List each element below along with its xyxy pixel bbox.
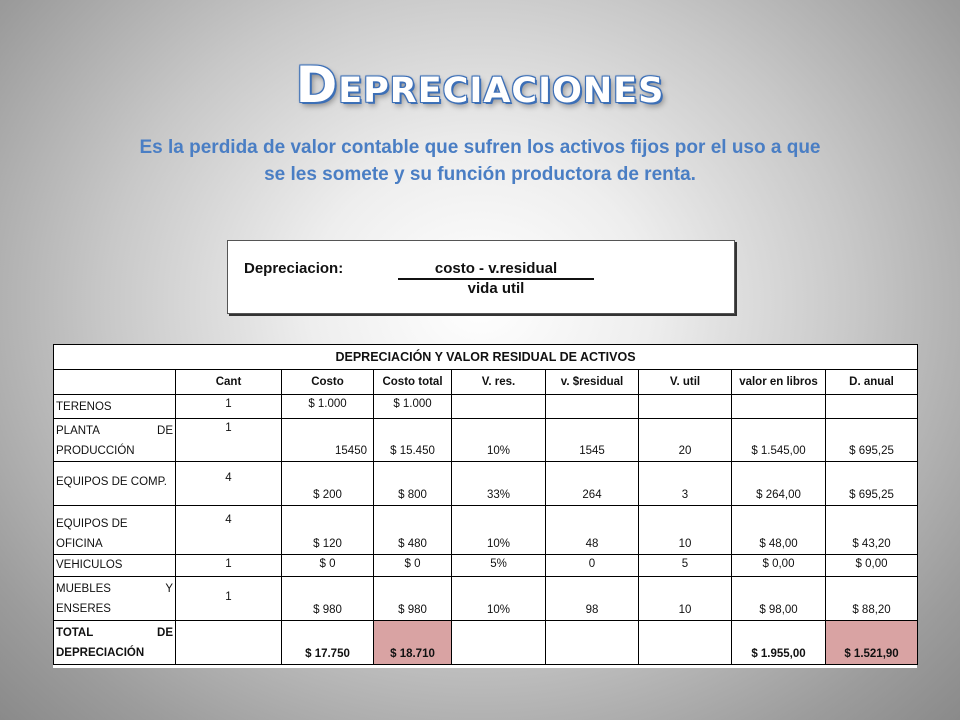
table-row (54, 462, 918, 506)
asset-name-part: DE (157, 425, 173, 437)
table-header-row (54, 370, 918, 395)
total-d-anual: $ 1.521,90 (826, 621, 918, 665)
cell-v-util: 3 (639, 462, 732, 506)
total-valor-libros: $ 1.955,00 (732, 621, 826, 665)
cell-v-res: 10% (452, 506, 546, 555)
total-empty (546, 621, 639, 665)
formula-label: Depreciacion: (244, 260, 344, 277)
definition-text: Es la perdida de valor contable que sufren los activos fijos por el uso a que se les somete y su función productora de renta. (139, 137, 821, 185)
header-cell (54, 370, 176, 395)
cell-v-res: 33% (452, 462, 546, 506)
cell-v-residual: 1545 (546, 419, 639, 462)
cell-valor-libros: $ 98,00 (732, 577, 826, 621)
cell-costo: $ 120 (282, 506, 374, 555)
cell-v-util (639, 395, 732, 419)
cell-valor-libros: $ 1.545,00 (732, 419, 826, 462)
total-label-part: DEPRECIACIÓN (56, 647, 145, 659)
table-row (54, 506, 918, 555)
header-cell: Costo (282, 370, 374, 395)
cell-v-res: 5% (452, 555, 546, 577)
asset-name-part: MUEBLES (56, 583, 111, 595)
cell-cant: 4 (176, 462, 282, 506)
total-costo-total: $ 18.710 (374, 621, 452, 665)
asset-name (54, 577, 176, 621)
total-cant-empty (176, 621, 282, 665)
asset-name-part: ENSERES (56, 603, 111, 615)
table-caption: DEPRECIACIÓN Y VALOR RESIDUAL DE ACTIVOS (54, 345, 918, 370)
cell-v-residual: 48 (546, 506, 639, 555)
cell-cant: 1 (176, 419, 282, 462)
cell-costo: 15450 (282, 419, 374, 462)
cell-valor-libros: $ 48,00 (732, 506, 826, 555)
asset-name-part: Y (165, 583, 173, 595)
cell-costo-total: $ 0 (374, 555, 452, 577)
cell-d-anual (826, 395, 918, 419)
total-empty (639, 621, 732, 665)
cell-costo: $ 0 (282, 555, 374, 577)
header-cell: D. anual (826, 370, 918, 395)
asset-name-part: PLANTA (56, 425, 100, 437)
total-label (54, 621, 176, 665)
cell-v-res: 10% (452, 577, 546, 621)
cell-costo: $ 1.000 (282, 395, 374, 419)
cell-valor-libros (732, 395, 826, 419)
cell-cant: 1 (176, 555, 282, 577)
cell-v-util: 10 (639, 577, 732, 621)
cell-valor-libros: $ 264,00 (732, 462, 826, 506)
cell-v-util: 5 (639, 555, 732, 577)
total-label-part: DE (157, 627, 173, 639)
slide-title: Depreciaciones (295, 56, 665, 114)
cell-costo-total: $ 980 (374, 577, 452, 621)
cell-costo: $ 200 (282, 462, 374, 506)
header-cell: Costo total (374, 370, 452, 395)
header-cell: v. $residual (546, 370, 639, 395)
cell-v-res (452, 395, 546, 419)
cell-v-residual: 98 (546, 577, 639, 621)
total-costo: $ 17.750 (282, 621, 374, 665)
total-row (54, 621, 918, 665)
cell-v-util: 10 (639, 506, 732, 555)
cell-d-anual: $ 43,20 (826, 506, 918, 555)
header-cell: V. util (639, 370, 732, 395)
header-cell: Cant (176, 370, 282, 395)
cell-costo-total: $ 480 (374, 506, 452, 555)
cell-v-res: 10% (452, 419, 546, 462)
table-row (54, 395, 918, 419)
formula-numerator: costo - v.residual (398, 260, 594, 280)
cell-cant: 1 (176, 577, 282, 621)
table-row (54, 555, 918, 577)
cell-v-util: 20 (639, 419, 732, 462)
total-empty (452, 621, 546, 665)
cell-v-residual: 0 (546, 555, 639, 577)
cell-costo-total: $ 800 (374, 462, 452, 506)
asset-name (54, 419, 176, 462)
asset-name: EQUIPOS DE COMP. (54, 462, 176, 506)
formula-image (227, 240, 735, 314)
total-label-part: TOTAL (56, 627, 94, 639)
cell-costo: $ 980 (282, 577, 374, 621)
table-row (54, 577, 918, 621)
asset-name: TERENOS (54, 395, 176, 419)
header-cell: V. res. (452, 370, 546, 395)
cell-d-anual: $ 695,25 (826, 462, 918, 506)
cell-d-anual: $ 88,20 (826, 577, 918, 621)
cell-valor-libros: $ 0,00 (732, 555, 826, 577)
depreciation-table (53, 344, 917, 668)
cell-v-residual (546, 395, 639, 419)
cell-costo-total: $ 1.000 (374, 395, 452, 419)
table-row (54, 419, 918, 462)
cell-costo-total: $ 15.450 (374, 419, 452, 462)
cell-cant: 1 (176, 395, 282, 419)
cell-cant: 4 (176, 506, 282, 555)
formula-denominator: vida util (467, 280, 525, 297)
header-cell: valor en libros (732, 370, 826, 395)
asset-name: VEHICULOS (54, 555, 176, 577)
asset-name-part: PRODUCCIÓN (56, 445, 135, 457)
cell-d-anual: $ 695,25 (826, 419, 918, 462)
cell-d-anual: $ 0,00 (826, 555, 918, 577)
asset-name: EQUIPOS DE OFICINA (54, 506, 176, 555)
cell-v-residual: 264 (546, 462, 639, 506)
